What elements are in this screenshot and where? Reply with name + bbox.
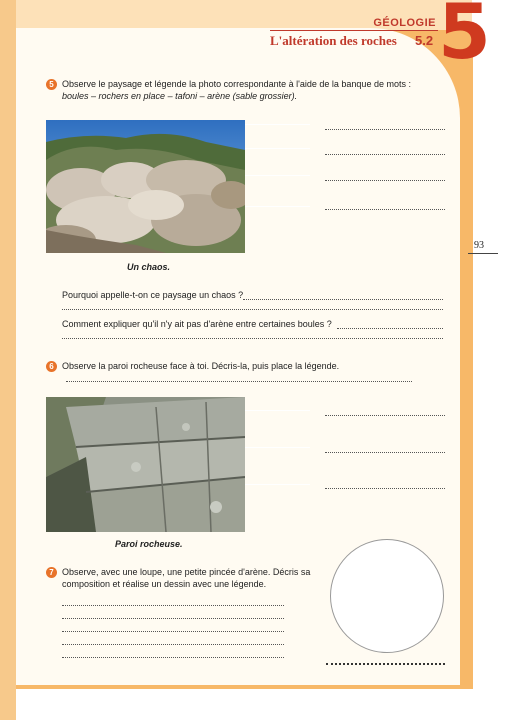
label-field-3[interactable] (325, 179, 445, 181)
answer-line-1[interactable] (62, 604, 284, 606)
question-chaos: Pourquoi appelle-t-on ce paysage un chaos ? (62, 290, 244, 300)
callout-line-3 (245, 175, 310, 176)
label-field-6[interactable] (325, 451, 445, 453)
answer-line-4[interactable] (62, 643, 284, 645)
page-number-rule (468, 253, 498, 254)
label-field-4[interactable] (325, 208, 445, 210)
callout-line-6 (245, 447, 310, 448)
exercise-7-instruction-line-2: composition et réalise un dessin avec une légende. (62, 579, 267, 589)
answer-arene-line-1[interactable] (337, 327, 443, 329)
left-margin-band (0, 0, 16, 720)
callout-line-4 (245, 206, 310, 207)
exercise-6-instruction: Observe la paroi rocheuse face à toi. Décris-la, puis place la légende. (62, 361, 340, 371)
answer-chaos-line-1[interactable] (243, 298, 443, 300)
chaos-photo (46, 120, 245, 253)
answer-arene-line-2[interactable] (62, 337, 443, 339)
exercise-7-bullet: 7 (46, 567, 57, 578)
subject-label: GÉOLOGIE (373, 17, 436, 29)
exercise-5-instruction: Observe le paysage et légende la photo correspondante à l'aide de la banque de mots : (62, 79, 411, 89)
label-field-1[interactable] (325, 128, 445, 130)
chapter-number: 5 (438, 0, 491, 76)
drawing-circle[interactable] (330, 539, 444, 653)
rock-wall-caption: Paroi rocheuse. (115, 539, 183, 549)
section-number: 5.2 (415, 33, 434, 48)
chaos-photo-image (46, 120, 245, 253)
header-rule (270, 30, 438, 31)
exercise-6-bullet: 6 (46, 361, 57, 372)
label-field-7[interactable] (325, 487, 445, 489)
callout-line-2 (245, 148, 310, 149)
answer-line-2[interactable] (62, 617, 284, 619)
callout-line-1 (245, 124, 310, 125)
answer-line-3[interactable] (62, 630, 284, 632)
rock-wall-image (46, 397, 245, 532)
question-arene: Comment expliquer qu'il n'y ait pas d'arène entre certaines boules ? (62, 319, 332, 329)
answer-chaos-line-2[interactable] (62, 308, 443, 310)
exercise-5-bullet: 5 (46, 79, 57, 90)
word-bank: boules – rochers en place – tafoni – arène (sable grossier). (62, 91, 298, 101)
answer-line-5[interactable] (62, 656, 284, 658)
exercise-7-instruction-line-1: Observe, avec une loupe, une petite pincée d'arène. Décris sa (62, 567, 311, 577)
rock-wall-photo (46, 397, 245, 532)
bottom-orange-strip (16, 685, 473, 689)
chaos-caption: Un chaos. (127, 262, 171, 272)
callout-line-7 (245, 484, 310, 485)
label-field-5[interactable] (325, 414, 445, 416)
page-number: 93 (474, 240, 484, 251)
callout-line-5 (245, 410, 310, 411)
label-field-2[interactable] (325, 153, 445, 155)
chapter-title: L'altération des roches (270, 33, 397, 48)
drawing-legend-line[interactable] (326, 662, 445, 665)
description-line[interactable] (66, 380, 412, 382)
